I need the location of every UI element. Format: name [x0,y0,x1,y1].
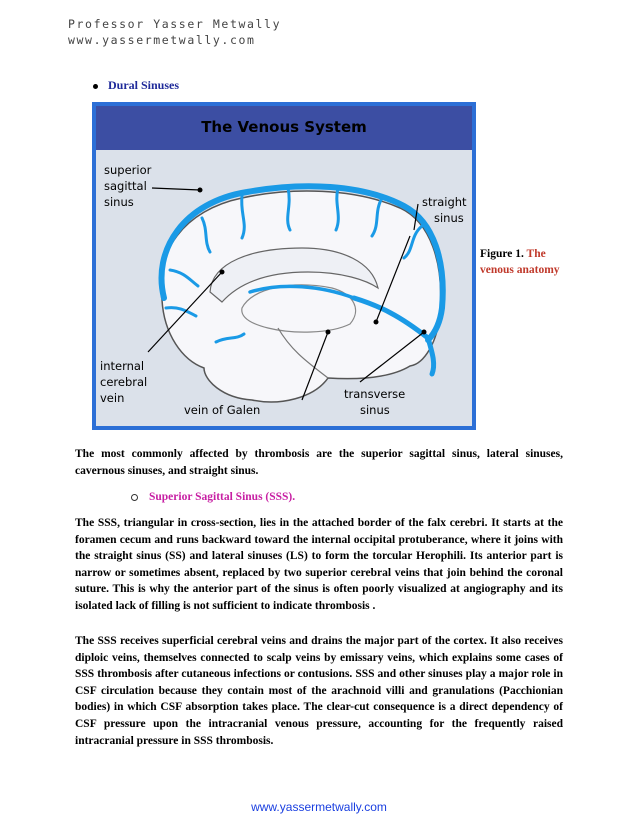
page-header [68,16,281,48]
label-vein-of-galen: vein of Galen [184,403,261,417]
paragraph-2: The SSS, triangular in cross-section, lies in the attached border of the falx cerebri. It starts at the foramen cecum and runs backward toward the internal occipital protuberance, where it joins with the straight sinus (SS) and lateral sinuses (LS) to form the torcular Herophili. Its anterior part is narrow or sometimes absent, replaced by two superior cerebral veins that join behind the coronal suture. This is why the anterior part of the sinus is often poorly visualized at angiography and its isolated lack of filling is not sufficient to indicate thrombosis . [75,517,563,612]
label-superior-sagittal-3: sinus [104,195,134,209]
label-internal-cerebral-1: internal [100,359,145,373]
section-bullet-label: Dural Sinuses [108,78,180,92]
figure-title: The Venous System [201,118,367,136]
label-internal-cerebral-2: cerebral [100,375,148,389]
section-bullet [93,78,179,93]
label-straight-1: straight [422,195,467,209]
paragraph-1: The most commonly affected by thrombosis are the superior sagittal sinus, lateral sinuses, cavernous sinuses, and straight sinus. [75,448,563,477]
label-internal-cerebral-3: vein [100,391,125,405]
label-superior-sagittal-2: sagittal [104,179,147,193]
caption-label: Figure 1. [480,248,524,260]
label-transverse-1: transverse [344,387,406,401]
footer-link[interactable]: www.yassermetwally.com [251,800,387,814]
circle-bullet-icon [131,494,138,501]
bullet-dot-icon [93,84,98,89]
venous-system-figure [92,102,476,430]
caption-text: The venous anatomy [480,248,560,276]
label-straight-2: sinus [434,211,464,225]
label-transverse-2: sinus [360,403,390,417]
label-superior-sagittal-1: superior [104,163,152,177]
sub-bullet-label: Superior Sagittal Sinus (SSS). [149,491,296,503]
sub-bullet [131,491,295,503]
figure-caption [480,246,570,278]
header-author: Professor Yasser Metwally [68,17,282,31]
paragraph-3: The SSS receives superficial cerebral veins and drains the major part of the cortex. It also receives diploic veins, themselves connected to scalp veins by emissary veins, which explains some cases of SSS thrombosis after cutaneous infections or contusions. SSS and other sinuses play a major role in CSF circulation because they contain most of the arachnoid villi and granulations (Pacchionian bodies) in which CSF absorption takes place. The clear-cut consequence is a direct dependency of CSF pressure upon the intracranial venous pressure, accounting for the frequently raised intracranial pressure in SSS thrombosis. [75,635,563,747]
header-site: www.yassermetwally.com [68,33,256,47]
